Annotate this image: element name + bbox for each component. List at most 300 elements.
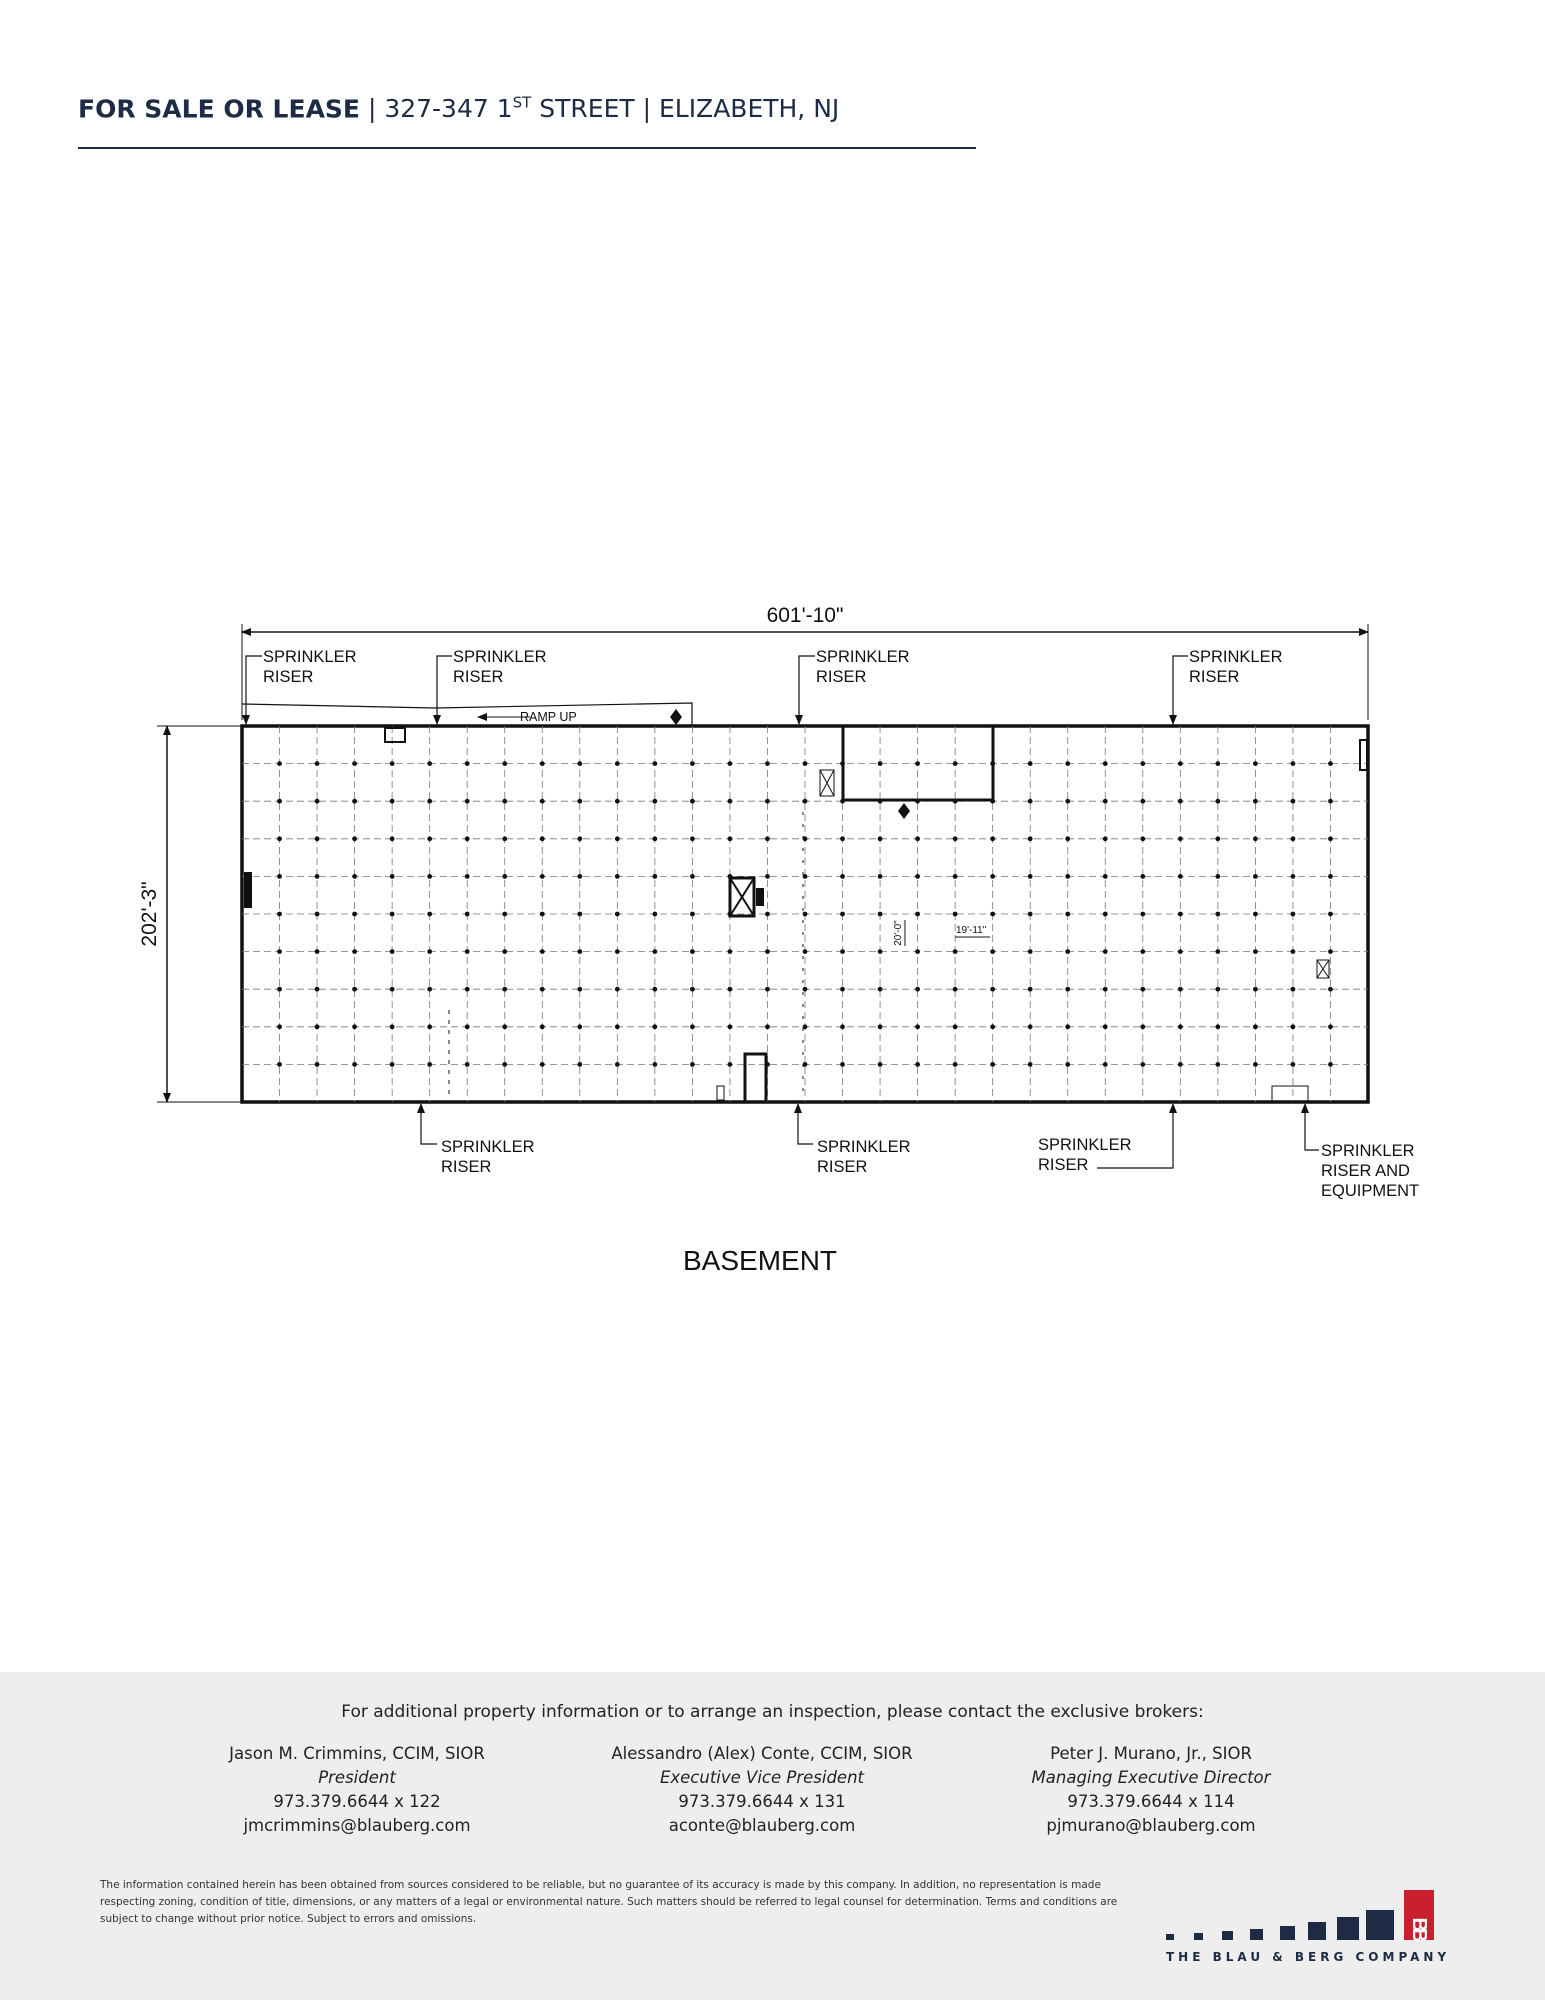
column-marker <box>1178 912 1183 917</box>
column-marker <box>577 987 582 992</box>
column-marker <box>915 836 920 841</box>
column-marker <box>1291 874 1296 879</box>
column-marker <box>1140 874 1145 879</box>
column-marker <box>540 1024 545 1029</box>
column-marker <box>953 874 958 879</box>
column-marker <box>690 799 695 804</box>
column-marker <box>1103 912 1108 917</box>
column-marker <box>1103 874 1108 879</box>
column-marker <box>1065 987 1070 992</box>
column-marker <box>577 949 582 954</box>
column-marker <box>990 1062 995 1067</box>
column-marker <box>577 799 582 804</box>
column-marker <box>615 874 620 879</box>
svg-text:RISER: RISER <box>816 668 867 686</box>
column-marker <box>1291 1024 1296 1029</box>
plan-caption: BASEMENT <box>682 1245 838 1276</box>
column-marker <box>502 949 507 954</box>
column-marker <box>690 1024 695 1029</box>
svg-text:RISER: RISER <box>441 1158 492 1176</box>
column-marker <box>615 912 620 917</box>
column-marker <box>765 761 770 766</box>
column-marker <box>878 912 883 917</box>
sprinkler-riser-and-equipment <box>1305 1104 1419 1200</box>
page-header <box>78 94 839 123</box>
header-divider <box>78 147 976 149</box>
column-marker <box>1328 949 1333 954</box>
column-marker <box>352 874 357 879</box>
column-marker <box>1140 761 1145 766</box>
column-marker <box>540 761 545 766</box>
svg-text:SPRINKLER: SPRINKLER <box>1038 1136 1132 1154</box>
column-marker <box>878 874 883 879</box>
svg-text:RISER AND: RISER AND <box>1321 1162 1410 1180</box>
column-marker <box>840 1024 845 1029</box>
column-marker <box>690 836 695 841</box>
column-marker <box>690 949 695 954</box>
column-marker <box>878 987 883 992</box>
column-marker <box>390 761 395 766</box>
broker-title: Managing Executive Director <box>1031 1768 1271 1787</box>
column-marker <box>577 761 582 766</box>
column-marker <box>277 761 282 766</box>
column-marker <box>465 1062 470 1067</box>
column-marker <box>502 912 507 917</box>
column-marker <box>352 949 357 954</box>
column-marker <box>728 761 733 766</box>
column-marker <box>390 799 395 804</box>
column-marker <box>915 1024 920 1029</box>
column-marker <box>1253 949 1258 954</box>
column-marker <box>840 987 845 992</box>
column-marker <box>1065 761 1070 766</box>
column-marker <box>1291 987 1296 992</box>
column-marker <box>540 874 545 879</box>
column-marker <box>352 1024 357 1029</box>
column-marker <box>803 761 808 766</box>
column-marker <box>953 987 958 992</box>
column-marker <box>1140 987 1145 992</box>
column-marker <box>352 987 357 992</box>
contact-intro: For additional property information or to arrange an inspection, please contact the exclusive brokers: <box>341 1702 1204 1722</box>
riser-equipment-box <box>1272 1086 1308 1102</box>
logo-mark <box>1160 1862 1470 1948</box>
column-marker <box>1178 799 1183 804</box>
column-marker <box>690 1062 695 1067</box>
column-marker <box>1065 874 1070 879</box>
column-marker <box>1140 836 1145 841</box>
column-marker <box>427 874 432 879</box>
column-marker <box>540 912 545 917</box>
column-marker <box>765 836 770 841</box>
column-marker <box>1328 799 1333 804</box>
column-marker <box>277 799 282 804</box>
column-marker <box>728 949 733 954</box>
column-marker <box>1291 949 1296 954</box>
column-marker <box>390 949 395 954</box>
legal-disclaimer: The information contained herein has been obtained from sources considered to be reliable, but no guarantee of its accuracy is made by this company. In addition, no representation is made respecting zoning, condition of title, dimensions, or any matters of a legal or environmental nature. Such matters should be referred to legal counsel for determination. Terms and conditions are subject to change without prior notice. Subject to errors and omissions. <box>100 1879 1118 1925</box>
broker-email[interactable]: aconte@blauberg.com <box>668 1816 856 1835</box>
contact-footer <box>0 1672 1545 2000</box>
svg-text:EQUIPMENT: EQUIPMENT <box>1321 1182 1420 1200</box>
broker-name: Jason M. Crimmins, CCIM, SIOR <box>229 1744 485 1763</box>
broker-card <box>562 1742 962 1838</box>
column-marker <box>277 949 282 954</box>
column-marker <box>1103 1024 1108 1029</box>
column-marker <box>502 799 507 804</box>
column-marker <box>728 1062 733 1067</box>
column-marker <box>1291 912 1296 917</box>
broker-card <box>951 1742 1351 1838</box>
column-marker <box>690 761 695 766</box>
column-marker <box>652 912 657 917</box>
column-marker <box>1215 874 1220 879</box>
column-marker <box>878 761 883 766</box>
column-marker <box>1328 912 1333 917</box>
column-marker <box>765 912 770 917</box>
bay-dimension-horizontal: 19'-11" <box>956 925 987 936</box>
column-marker <box>577 912 582 917</box>
column-marker <box>1028 987 1033 992</box>
column-marker <box>690 912 695 917</box>
column-marker <box>1028 799 1033 804</box>
column-marker <box>315 761 320 766</box>
column-marker <box>1215 987 1220 992</box>
width-dimension: 601'-10" <box>766 604 844 627</box>
logo-initials: BB <box>1408 1917 1430 1939</box>
column-marker <box>1253 912 1258 917</box>
column-marker <box>953 1024 958 1029</box>
column-marker <box>728 799 733 804</box>
column-marker <box>577 836 582 841</box>
column-marker <box>1215 1062 1220 1067</box>
column-marker <box>990 836 995 841</box>
column-marker <box>840 1062 845 1067</box>
broker-email[interactable]: pjmurano@blauberg.com <box>1046 1816 1256 1835</box>
column-marker <box>1103 987 1108 992</box>
column-marker <box>577 874 582 879</box>
svg-text:SPRINKLER: SPRINKLER <box>1321 1142 1415 1160</box>
column-marker <box>765 987 770 992</box>
column-marker <box>277 874 282 879</box>
column-marker <box>1103 761 1108 766</box>
column-marker <box>427 799 432 804</box>
column-marker <box>1178 949 1183 954</box>
column-marker <box>915 1062 920 1067</box>
column-marker <box>1291 1062 1296 1067</box>
column-marker <box>615 987 620 992</box>
column-marker <box>652 874 657 879</box>
svg-text:RISER: RISER <box>1189 668 1240 686</box>
column-marker <box>1103 799 1108 804</box>
svg-text:RISER: RISER <box>817 1158 868 1176</box>
sprinkler-riser-bottom-2 <box>798 1104 911 1176</box>
sprinkler-riser-bottom-3 <box>1038 1104 1173 1174</box>
column-marker <box>878 1062 883 1067</box>
column-marker <box>465 836 470 841</box>
sprinkler-riser-top-4 <box>1173 648 1283 724</box>
column-marker <box>277 1062 282 1067</box>
column-marker <box>1253 761 1258 766</box>
column-marker <box>1328 874 1333 879</box>
column-marker <box>315 949 320 954</box>
broker-name: Peter J. Murano, Jr., SIOR <box>1050 1744 1252 1763</box>
column-marker <box>1028 912 1033 917</box>
column-marker <box>878 836 883 841</box>
svg-text:SPRINKLER: SPRINKLER <box>817 1138 911 1156</box>
column-marker <box>540 987 545 992</box>
broker-title: Executive Vice President <box>659 1768 865 1787</box>
column-marker <box>502 836 507 841</box>
column-marker <box>1215 949 1220 954</box>
column-marker <box>990 987 995 992</box>
column-marker <box>1140 1062 1145 1067</box>
column-marker <box>1253 1062 1258 1067</box>
column-marker <box>765 799 770 804</box>
column-marker <box>953 912 958 917</box>
column-marker <box>615 799 620 804</box>
column-marker <box>427 949 432 954</box>
column-marker <box>915 874 920 879</box>
column-marker <box>1328 836 1333 841</box>
column-marker <box>915 761 920 766</box>
column-marker <box>1215 761 1220 766</box>
column-marker <box>502 1062 507 1067</box>
column-marker <box>1028 1024 1033 1029</box>
column-marker <box>577 1024 582 1029</box>
column-marker <box>1215 799 1220 804</box>
column-marker <box>728 836 733 841</box>
column-marker <box>765 1024 770 1029</box>
column-marker <box>465 799 470 804</box>
column-marker <box>1253 874 1258 879</box>
logo-wordmark: THE BLAU & BERG COMPANY <box>1166 1950 1451 1964</box>
column-marker <box>1140 799 1145 804</box>
column-marker <box>315 912 320 917</box>
broker-card <box>157 1742 557 1838</box>
column-marker <box>427 1024 432 1029</box>
column-marker <box>1178 761 1183 766</box>
column-marker <box>1103 1062 1108 1067</box>
column-marker <box>427 987 432 992</box>
column-marker <box>502 761 507 766</box>
column-marker <box>1065 912 1070 917</box>
svg-text:RISER: RISER <box>263 668 314 686</box>
column-marker <box>652 1062 657 1067</box>
column-marker <box>1328 1062 1333 1067</box>
column-marker <box>1028 761 1033 766</box>
column-marker <box>728 1024 733 1029</box>
column-marker <box>878 1024 883 1029</box>
company-logo <box>1160 1862 1470 1972</box>
column-marker <box>990 912 995 917</box>
column-marker <box>277 1024 282 1029</box>
column-marker <box>352 761 357 766</box>
column-marker <box>1253 987 1258 992</box>
column-marker <box>840 874 845 879</box>
column-marker <box>277 836 282 841</box>
column-marker <box>315 987 320 992</box>
column-marker <box>652 1024 657 1029</box>
column-marker <box>502 1024 507 1029</box>
column-marker <box>577 1062 582 1067</box>
column-marker <box>1028 874 1033 879</box>
column-marker <box>1065 1062 1070 1067</box>
svg-text:SPRINKLER: SPRINKLER <box>441 1138 535 1156</box>
column-marker <box>615 1062 620 1067</box>
column-marker <box>1178 836 1183 841</box>
column-marker <box>465 949 470 954</box>
column-marker <box>352 1062 357 1067</box>
column-marker <box>1215 912 1220 917</box>
sprinkler-riser-top-1 <box>246 648 357 724</box>
column-marker <box>390 836 395 841</box>
column-marker <box>427 1062 432 1067</box>
small-enclosure <box>745 1054 766 1102</box>
column-marker <box>465 874 470 879</box>
column-marker <box>390 874 395 879</box>
column-marker <box>915 949 920 954</box>
column-marker <box>352 836 357 841</box>
column-marker <box>1215 836 1220 841</box>
column-marker <box>1178 1062 1183 1067</box>
svg-text:SPRINKLER: SPRINKLER <box>1189 648 1283 666</box>
broker-title: President <box>318 1768 396 1787</box>
column-marker <box>803 912 808 917</box>
column-marker <box>352 799 357 804</box>
column-marker <box>690 874 695 879</box>
sprinkler-riser-bottom-1 <box>421 1104 535 1176</box>
column-marker <box>652 949 657 954</box>
column-marker <box>315 1024 320 1029</box>
column-marker <box>540 1062 545 1067</box>
column-marker <box>652 987 657 992</box>
column-marker <box>1028 1062 1033 1067</box>
column-marker <box>1253 799 1258 804</box>
column-marker <box>277 912 282 917</box>
column-marker <box>615 1024 620 1029</box>
column-marker <box>315 874 320 879</box>
column-marker <box>840 836 845 841</box>
svg-text:SPRINKLER: SPRINKLER <box>263 648 357 666</box>
ramp-label: RAMP UP <box>520 710 577 724</box>
column-marker <box>953 1062 958 1067</box>
column-marker <box>540 836 545 841</box>
column-marker <box>1103 949 1108 954</box>
column-grid <box>242 726 1368 1102</box>
column-marker <box>1178 987 1183 992</box>
column-marker <box>390 1024 395 1029</box>
column-marker <box>953 949 958 954</box>
column-marker <box>1140 912 1145 917</box>
column-marker <box>840 912 845 917</box>
column-marker <box>1178 1024 1183 1029</box>
column-marker <box>1328 987 1333 992</box>
column-marker <box>652 761 657 766</box>
column-marker <box>352 912 357 917</box>
column-marker <box>1291 836 1296 841</box>
svg-text:SPRINKLER: SPRINKLER <box>816 648 910 666</box>
column-marker <box>1103 836 1108 841</box>
svg-text:SPRINKLER: SPRINKLER <box>453 648 547 666</box>
column-marker <box>953 761 958 766</box>
broker-phone[interactable]: 973.379.6644 x 131 <box>678 1792 846 1811</box>
column-marker <box>277 987 282 992</box>
column-marker <box>390 987 395 992</box>
column-marker <box>990 1024 995 1029</box>
column-marker <box>1065 949 1070 954</box>
broker-email[interactable]: jmcrimmins@blauberg.com <box>243 1816 471 1835</box>
column-marker <box>1291 799 1296 804</box>
column-marker <box>1028 949 1033 954</box>
column-marker <box>465 912 470 917</box>
column-marker <box>427 836 432 841</box>
column-marker <box>427 761 432 766</box>
column-marker <box>803 987 808 992</box>
column-marker <box>990 949 995 954</box>
column-marker <box>915 987 920 992</box>
column-marker <box>728 987 733 992</box>
column-marker <box>465 987 470 992</box>
column-marker <box>540 799 545 804</box>
column-marker <box>465 761 470 766</box>
column-marker <box>1253 836 1258 841</box>
column-marker <box>915 912 920 917</box>
column-marker <box>390 912 395 917</box>
column-marker <box>765 949 770 954</box>
column-marker <box>502 987 507 992</box>
column-marker <box>615 761 620 766</box>
column-marker <box>315 836 320 841</box>
column-marker <box>390 1062 395 1067</box>
column-marker <box>1328 761 1333 766</box>
column-marker <box>427 912 432 917</box>
column-marker <box>1328 1024 1333 1029</box>
column-marker <box>1065 836 1070 841</box>
column-marker <box>1291 761 1296 766</box>
column-marker <box>1065 1024 1070 1029</box>
listing-type: FOR SALE OR LEASE <box>78 94 360 124</box>
column-marker <box>840 949 845 954</box>
column-marker <box>315 799 320 804</box>
broker-phone[interactable]: 973.379.6644 x 114 <box>1067 1792 1235 1811</box>
column-marker <box>615 836 620 841</box>
column-marker <box>953 836 958 841</box>
svg-text:RISER: RISER <box>1038 1156 1089 1174</box>
broker-name: Alessandro (Alex) Conte, CCIM, SIOR <box>611 1744 913 1763</box>
column-marker <box>1028 836 1033 841</box>
column-marker <box>540 949 545 954</box>
basement-floor-plan <box>0 600 1545 1300</box>
column-marker <box>803 949 808 954</box>
column-marker <box>878 949 883 954</box>
column-marker <box>652 799 657 804</box>
column-marker <box>1178 874 1183 879</box>
column-marker <box>465 1024 470 1029</box>
svg-text:RISER: RISER <box>453 668 504 686</box>
height-dimension: 202'-3" <box>138 881 161 947</box>
column-marker <box>315 1062 320 1067</box>
column-marker <box>652 836 657 841</box>
column-marker <box>1140 1024 1145 1029</box>
column-marker <box>502 874 507 879</box>
column-marker <box>1065 799 1070 804</box>
bay-dimension-vertical: 20'-0" <box>893 920 904 946</box>
ramp <box>242 703 692 726</box>
broker-phone[interactable]: 973.379.6644 x 122 <box>273 1792 441 1811</box>
sprinkler-riser-top-3 <box>799 648 910 724</box>
column-marker <box>1253 1024 1258 1029</box>
